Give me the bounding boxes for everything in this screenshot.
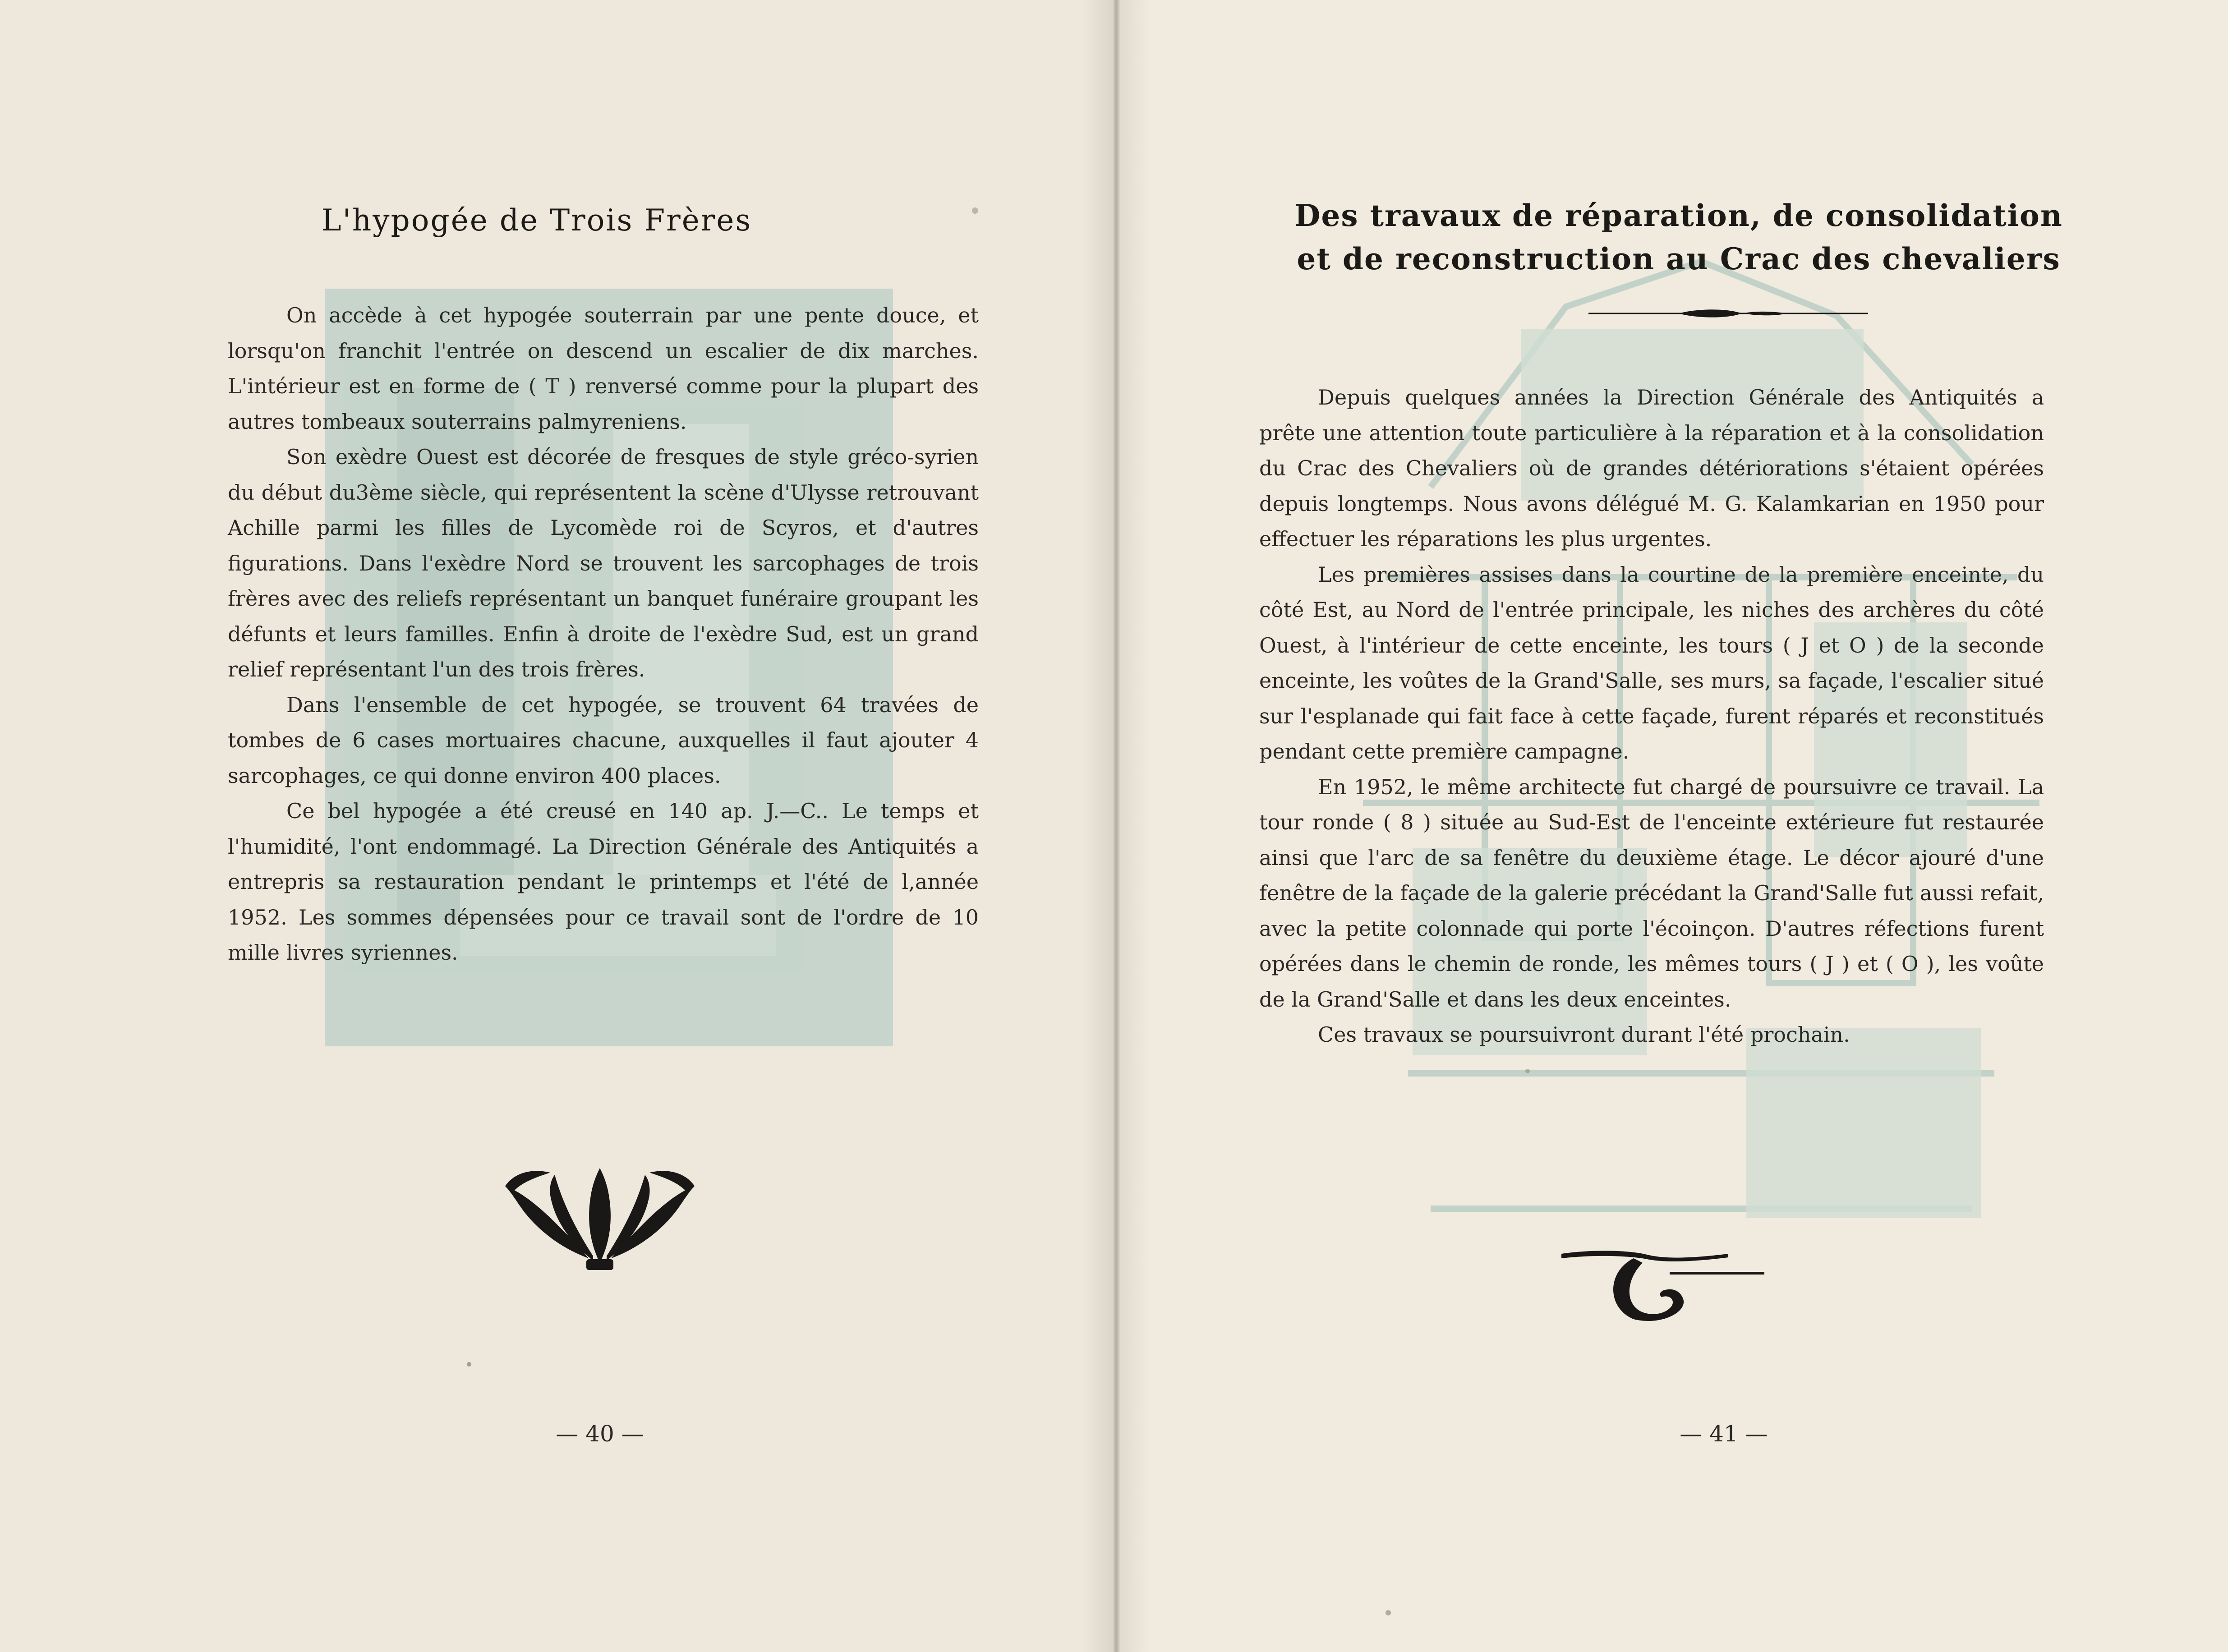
paragraph: Dans l'ensemble de cet hypogée, se trouvent 64 travées de tombes de 6 cases mortuaires chacune, auxquelles il faut ajouter 4 sarcophages, ce qui donne environ 400 places. — [228, 692, 979, 788]
book-gutter — [1082, 0, 1150, 1652]
title-rule-ornament — [1588, 307, 1868, 320]
page-number: — 40 — — [556, 1421, 644, 1447]
right-page-title — [1232, 194, 2125, 281]
floral-ornament-icon — [501, 1155, 699, 1272]
paragraph: Les premières assises dans la courtine de la première enceinte, du côté Est, au Nord de l'entrée principale, les niches des archères du côté Ouest, à l'intérieur de cette enceinte, les tours ( J et O ) de la seconde enceinte, les voûtes de la Grand'Salle, ses murs, sa façade, l'escalier situé sur l'esplanade qui fait face à cette façade, furent réparés et reconstitués pendant cette première campagne. — [1259, 562, 2044, 764]
right-page-body — [1259, 380, 2044, 1053]
left-page-title: L'hypogée de Trois Frères — [321, 203, 752, 238]
paragraph: En 1952, le même architecte fut chargé de poursuivre ce travail. La tour ronde ( 8 ) située au Sud-Est de l'enceinte extérieure fut restaurée ainsi que l'arc de sa fenêtre du deuxième étage. Le décor ajouré d'une fenêtre de la façade de la galerie précédant la Grand'Salle fut aussi refait, avec la petite colonnade qui porte l'écoinçon. D'autres réfections furent opérées dans le chemin de ronde, les mêmes tours ( J ) et ( O ), les voûte de la Grand'Salle et dans les deux enceintes. — [1259, 774, 2044, 1012]
page-number: — 41 — — [1680, 1421, 1768, 1447]
paragraph: Ces travaux se poursuivront durant l'été prochain. — [1318, 1022, 1850, 1047]
flourish-ornament-icon — [1557, 1245, 1764, 1326]
title-line: Des travaux de réparation, de consolidation — [1294, 198, 2063, 233]
title-line: et de reconstruction au Crac des chevaliers — [1297, 241, 2061, 276]
right-page — [1115, 0, 2228, 1652]
paragraph: On accède à cet hypogée souterrain par une pente douce, et lorsqu'on franchit l'entrée on descend un escalier de dix marches. L'intérieur est en forme de ( T ) renversé comme pour la plupart des autres tombeaux souterrains palmyreniens. — [228, 303, 979, 434]
paragraph: Ce bel hypogée a été creusé en 140 ap. J.—C.. Le temps et l'humidité, l'ont endommagé. La Direction Générale des Antiquités a entrepris sa restauration pendant le printemps et l'été de l,année 1952. Les sommes dépensées pour ce travail sont de l'ordre de 10 mille livres syriennes. — [228, 799, 979, 965]
left-page-body — [228, 298, 979, 971]
paragraph: Depuis quelques années la Direction Générale des Antiquités a prête une attention toute particulière à la réparation et à la consolidation du Crac des Chevaliers où de grandes détériorations s'étaient opérées depuis longtemps. Nous avons délégué M. G. Kalamkarian en 1950 pour effectuer les réparations les plus urgentes. — [1259, 385, 2044, 551]
left-page — [0, 0, 1113, 1652]
paragraph: Son exèdre Ouest est décorée de fresques de style gréco-syrien du début du3ème siècle, qui représentent la scène d'Ulysse retrouvant Achille parmi les filles de Lycomède roi de Scyros, et d'autres figurations. Dans l'exèdre Nord se trouvent les sarcophages de trois frères avec des reliefs représentant un banquet funéraire groupant les défunts et leurs familles. Enfin à droite de l'exèdre Sud, est un grand relief représentant l'un des trois frères. — [228, 445, 979, 681]
